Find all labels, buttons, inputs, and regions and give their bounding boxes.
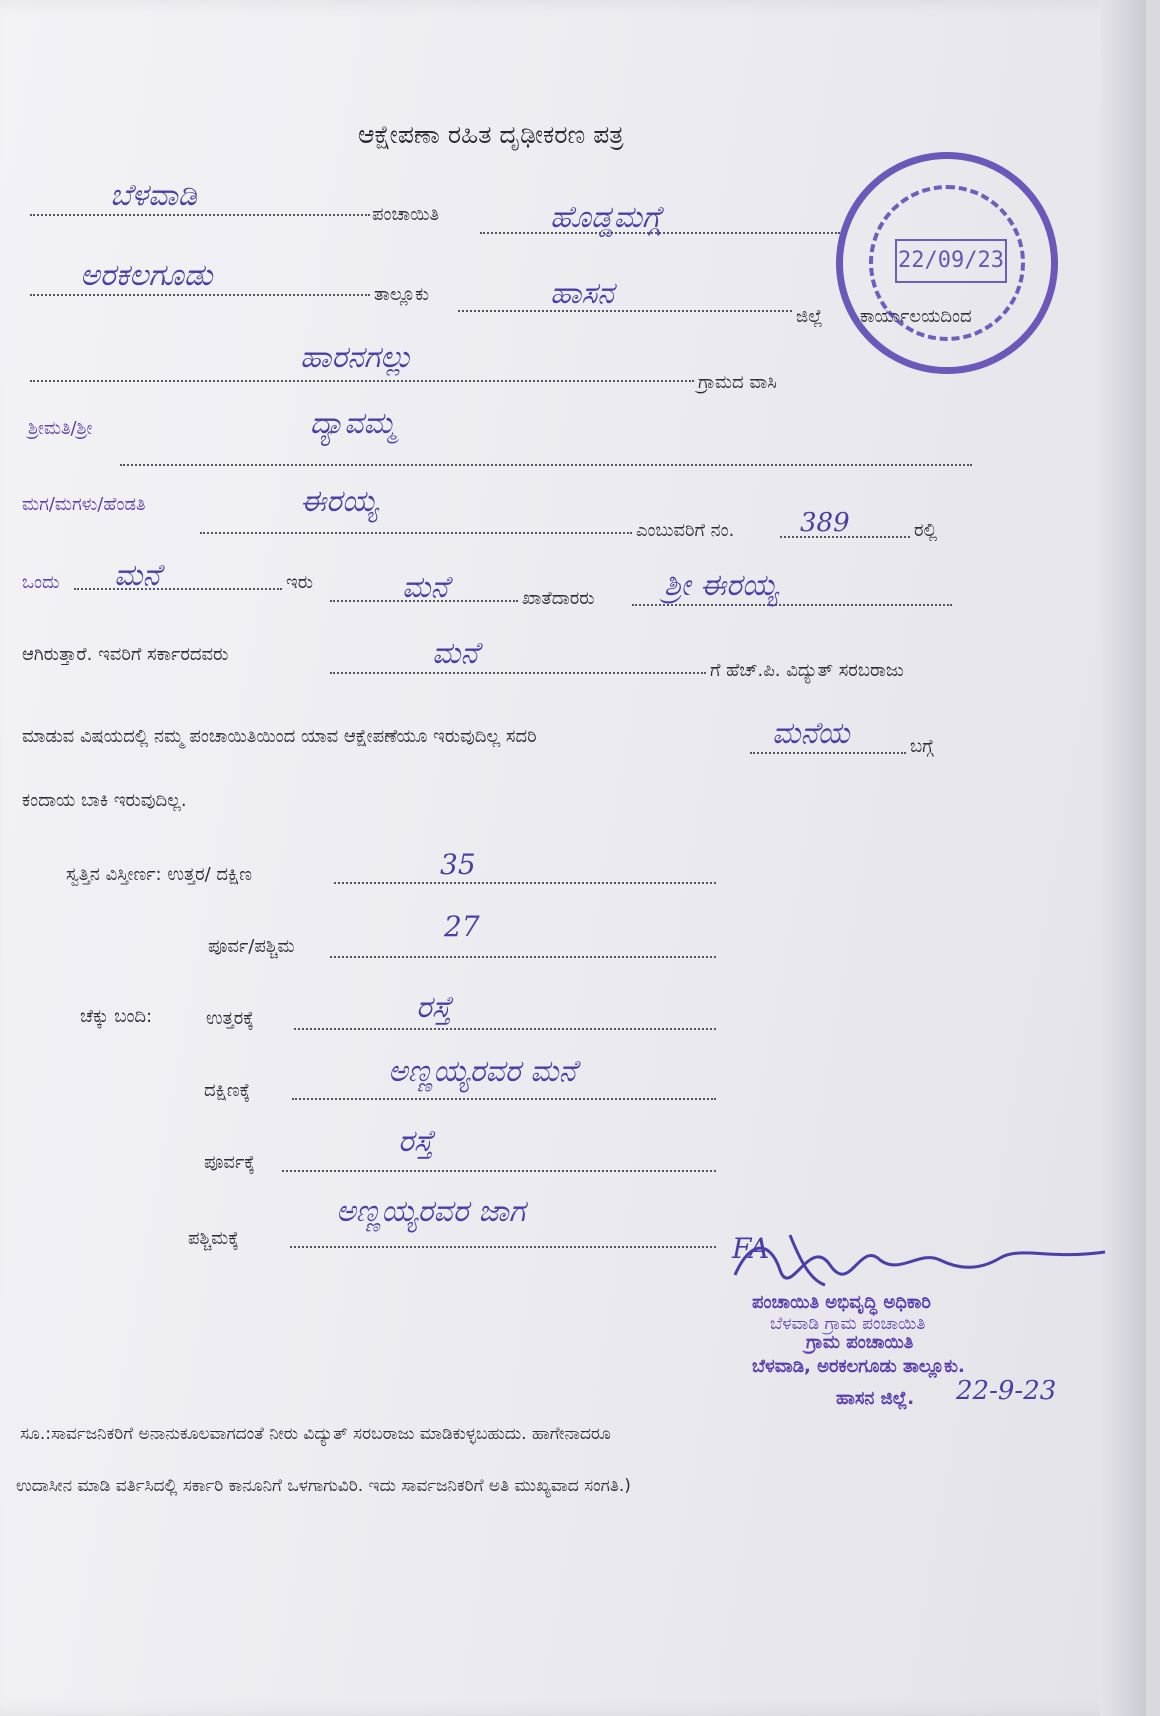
dotted-line [292, 1098, 716, 1100]
label-agiruttare: ಆಗಿರುತ್ತಾರೆ. ಇವರಿಗೆ ಸರ್ಕಾರದವರು [22, 644, 229, 665]
signature-date: 22-9-23 [956, 1376, 1057, 1406]
handwritten-sadari-value: ಮನೆಯ [772, 716, 850, 751]
signature-initials: FA [732, 1232, 770, 1265]
label-hp-supply: ಗೆ ಹೆಚ್.ಪಿ. ವಿದ್ಯುತ್ ಸರಬರಾಜು [710, 660, 904, 681]
handwritten-sarkara-value: ಮನೆ [432, 636, 479, 671]
label-karyalayadinda: ಕಾರ್ಯಾಲಯದಿಂದ [860, 306, 972, 327]
handwritten-purvakke: ರಸ್ತೆ [398, 1124, 434, 1159]
label-shrimati: ಶ್ರೀಮತಿ/ಶ್ರೀ [28, 418, 93, 439]
label-bagge: ಬಗ್ಗೆ [910, 736, 934, 757]
dotted-line [290, 1246, 716, 1248]
signature-line-1: ಪಂಚಾಯಿತಿ ಅಭಿವೃದ್ಧಿ ಅಧಿಕಾರಿ [752, 1292, 931, 1313]
dotted-line [30, 380, 694, 382]
dotted-line [30, 214, 370, 216]
dotted-line [334, 882, 716, 884]
document-title: ಆಕ್ಷೇಪಣಾ ರಹಿತ ದೃಢೀಕರಣ ಪತ್ರ [358, 120, 624, 149]
handwritten-relation: ಈರಯ್ಯ [300, 484, 379, 519]
signature-block [730, 1230, 1110, 1294]
label-chakku: ಚೆಕ್ಕು ಬಂದಿ: [80, 1006, 153, 1027]
page-fold [1100, 0, 1146, 1716]
label-purva-paschima: ಪೂರ್ವ/ಪಶ್ಚಿಮ [208, 936, 295, 957]
signature-line-5: ಹಾಸನ ಜಿಲ್ಲೆ. [836, 1388, 915, 1409]
label-jille: ಜಿಲ್ಲೆ [796, 306, 823, 327]
stamp-date: 22/09/23 [895, 239, 1007, 283]
signature-line-2: ಬೆಳವಾಡಿ ಗ್ರಾಮ ಪಂಚಾಯಿತಿ [770, 1314, 926, 1334]
dotted-line [458, 310, 792, 312]
label-khatedararu: ಖಾತೆದಾರರು [522, 588, 595, 609]
handwritten-jille-value: ಹಾಸನ [550, 276, 614, 311]
handwritten-khatedar: ಶ್ರೀ ಈರಯ್ಯ [664, 568, 779, 603]
handwritten-dakshinakke: ಅಣ್ಣಯ್ಯರವರ ಮನೆ [388, 1054, 577, 1089]
signature-line-4: ಬೆಳವಾಡಿ, ಅರಕಲಗೂಡು ತಾಲ್ಲೂಕು. [752, 1356, 965, 1377]
signature-scribble-icon [730, 1230, 1110, 1290]
label-ondu: ಒಂದು [22, 572, 60, 593]
label-dakshinakke: ದಕ್ಷಿಣಕ್ಕೆ [204, 1080, 251, 1101]
label-ralli: ರಲ್ಲಿ [914, 520, 938, 541]
label-purvakke: ಪೂರ್ವಕ್ಕೆ [204, 1152, 255, 1173]
handwritten-taluku-name: ಅರಕಲಗೂಡು [80, 258, 213, 293]
handwritten-panchayiti-name: ಬೆಳವಾಡಿ [110, 178, 197, 213]
handwritten-number: 389 [800, 508, 850, 538]
handwritten-uttarakke: ರಸ್ತೆ [416, 990, 452, 1025]
handwritten-ondu-value: ಮನೆ [114, 558, 161, 593]
label-paschimakke: ಪಶ್ಚಿಮಕ್ಕೆ [188, 1228, 239, 1249]
label-panchayiti: ಪಂಚಾಯಿತಿ [372, 204, 440, 225]
label-iru: ಇರು [286, 572, 313, 593]
label-vistirna: ಸ್ವತ್ತಿನ ವಿಸ್ತೀರ್ಣ: ಉತ್ತರ/ ದಕ್ಷಿಣ [66, 864, 252, 885]
dotted-line [294, 1028, 716, 1030]
dotted-line [330, 956, 716, 958]
label-uttarakke: ಉತ್ತರಕ್ಕೆ [206, 1008, 254, 1029]
signature-line-3: ಗ್ರಾಮ ಪಂಚಾಯಿತಿ [806, 1332, 914, 1353]
handwritten-north-south: 35 [440, 848, 476, 881]
handwritten-iru-value: ಮನೆ [402, 570, 449, 605]
handwritten-panchayiti-value: ಹೊಡ್ಡಮಗ್ಗೆ [550, 200, 662, 235]
dotted-line [30, 294, 370, 296]
handwritten-paschimakke: ಅಣ್ಣಯ್ಯರವರ ಜಾಗ [336, 1194, 526, 1229]
label-maduva: ಮಾಡುವ ವಿಷಯದಲ್ಲಿ ನಮ್ಮ ಪಂಚಾಯಿತಿಯಿಂದ ಯಾವ ಆಕ್ಷೇಪಣೆಯೂ ಇರುವುದಿಲ್ಲ ಸದರಿ [22, 726, 537, 747]
dotted-line [74, 588, 282, 590]
dotted-line [282, 1170, 716, 1172]
handwritten-east-west: 27 [444, 910, 480, 943]
dotted-line [632, 604, 952, 606]
label-gramada-vasi: ಗ್ರಾಮದ ವಾಸಿ [698, 372, 777, 393]
label-kandaya: ಕಂದಾಯ ಬಾಕಿ ಇರುವುದಿಲ್ಲ. [22, 790, 187, 811]
footer-note-line-1: ಸೂ.:ಸಾರ್ವಜನಿಕರಿಗೆ ಅನಾನುಕೂಲವಾಗದಂತೆ ನೀರು ವಿದ್ಯುತ್ ಸರಬರಾಜು ಮಾಡಿಕುಳ್ಳಬಹುದು. ಹಾಗೇನಾದರೂ [20, 1424, 611, 1444]
dotted-line [120, 464, 972, 466]
handwritten-person: ದ್ಯಾವಮ್ಮ [310, 406, 396, 441]
dotted-line [200, 532, 632, 534]
dotted-line [750, 752, 906, 754]
handwritten-village: ಹಾರನಗಲ್ಲು [300, 340, 413, 375]
label-maga: ಮಗ/ಮಗಳು/ಹೆಂಡತಿ [22, 494, 146, 515]
footer-note-line-2: ಉದಾಸೀನ ಮಾಡಿ ವರ್ತಿಸಿದಲ್ಲಿ ಸರ್ಕಾರಿ ಕಾನೂನಿಗೆ ಒಳಗಾಗುವಿರಿ. ಇದು ಸಾರ್ವಜನಿಕರಿಗೆ ಅತಿ ಮುಖ್ಯವಾದ ಸಂಗತಿ.) [16, 1476, 631, 1496]
label-embuvarige: ಎಂಬುವರಿಗೆ ನಂ. [636, 520, 735, 541]
dotted-line [330, 672, 706, 674]
office-stamp [836, 152, 1058, 374]
label-taluku: ತಾಲ್ಲೂಕು [374, 284, 430, 305]
